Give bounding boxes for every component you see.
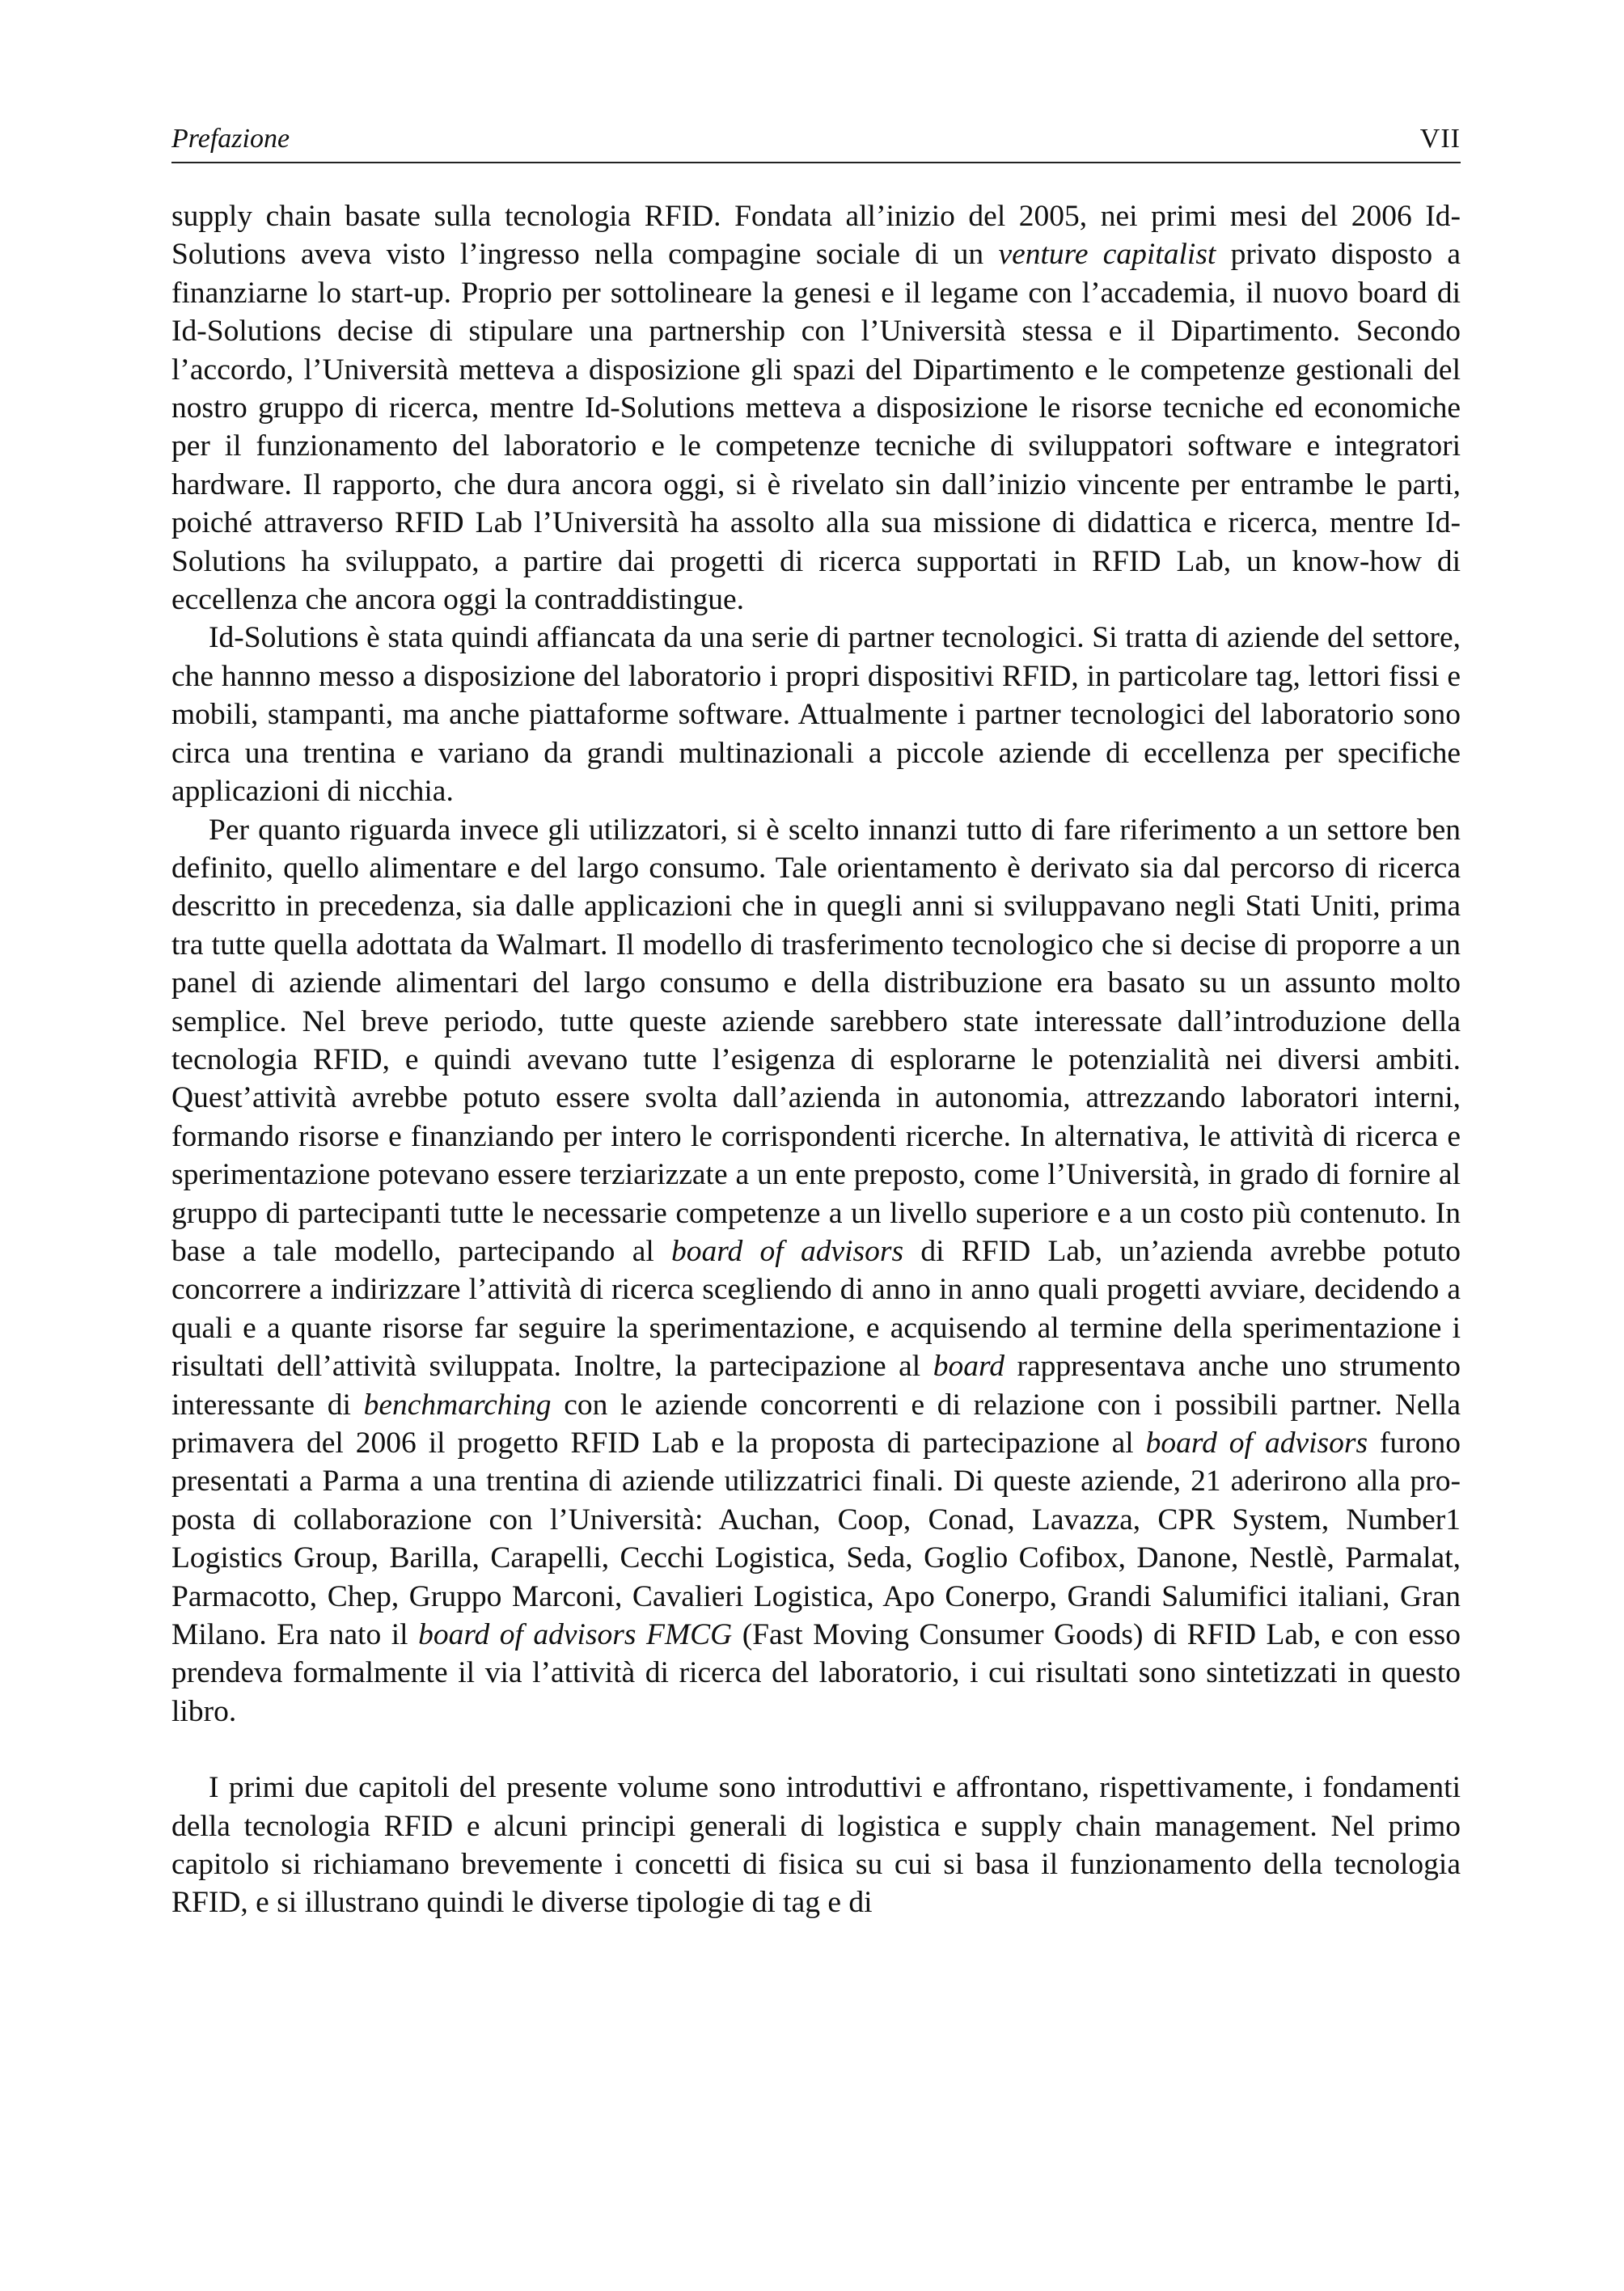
body-text	[171, 197, 1461, 1922]
paragraph-utilizzatori	[171, 811, 1461, 1731]
paragraph-capitoli	[171, 1769, 1461, 1922]
running-head	[171, 121, 1461, 163]
book-page	[171, 121, 1461, 1922]
text-run: di RFID Lab, un’azienda avrebbe potuto concorrere a indirizzare l’attività di ricerca scegliendo di anno in anno quali progetti avviare, decidendo a quali e a quante risorse far seguire la sperimentazione, e acquisendo al termine della sperimentazione i risultati dell’attività sviluppata. Inoltre, la partecipazione al	[171, 1234, 1461, 1384]
paragraph-continued	[171, 197, 1461, 619]
italic-phrase: board of advisors	[671, 1234, 904, 1268]
text-run: con le aziende concorrenti e di relazione con i possibili partner. Nella primavera del 2006 il progetto RFID Lab e la proposta di partecipazione al	[171, 1388, 1461, 1460]
page-number: VII	[1419, 124, 1461, 154]
text-run: supply chain basate sulla tecnologia RFID. Fondata all’inizio del 2005, nei primi mesi del 2006 Id-Solutions aveva visto l’ingresso nella compagine sociale di un	[171, 200, 1461, 272]
italic-phrase: venture capitalist	[998, 238, 1216, 272]
running-head-title: Prefazione	[171, 124, 290, 154]
text-run: privato disposto a finanziarne lo start-up. Proprio per sottolineare la genesi e il legame con l’accademia, il nuovo board di Id-Solutions decise di stipulare una partnership con l’Università stessa e il Dipartimento. Secondo l’accordo, l’Università metteva a disposizione gli spazi del Dipartimento e le competenze gestionali del nostro gruppo di ricerca, mentre Id-Solutions metteva a disposizione le risorse tecniche ed economiche per il funzionamento del laboratorio e le competenze tecniche di sviluppatori software e integratori hardware. Il rapporto, che dura ancora oggi, si è rivelato sin dall’inizio vincente per entrambe le parti, poiché attraverso RFID Lab l’Università ha assolto alla sua missione di didattica e ricerca, mentre Id-Solutions ha sviluppato, a partire dai progetti di ricerca supportati in RFID Lab, un know-how di eccellenza che ancora oggi la contraddistingue.	[171, 238, 1461, 617]
text-run: Per quanto riguarda invece gli utilizzatori, si è scelto innanzi tutto di fare riferimento a un settore ben definito, quello alimentare e del largo consumo. Tale orientamento è derivato sia dal percorso di ricerca descritto in precedenza, sia dalle applicazioni che in quegli anni si sviluppavano negli Stati Uniti, prima tra tutte quella adottata da Walmart. Il modello di trasferimento tecnologico che si decise di proporre a un panel di aziende alimentari del largo consumo e della distribuzione era basato su un assunto molto semplice. Nel breve periodo, tutte queste aziende sarebbero state interessate dall’introduzione della tecnologia RFID, e quindi avevano tutte l’esigenza di esplorarne le potenzialità nei diversi ambiti. Quest’attività avrebbe potuto essere svolta dall’azienda in autonomia, attrezzando laboratori interni, formando risorse e finanziando per intero le corrispondenti ricerche. In alternativa, le attività di ricerca e sperimentazione potevano essere terziarizzate a un ente preposto, come l’Università, in grado di fornire al gruppo di partecipanti tutte le necessarie competenze a un livello superiore e a un costo più contenuto. In base a tale modello, partecipando al	[171, 813, 1461, 1268]
paragraph-partner-tecnologici	[171, 619, 1461, 810]
italic-phrase: board of advisors FMCG	[418, 1618, 733, 1652]
italic-phrase: benchmarching	[363, 1388, 552, 1422]
italic-phrase: board of advisors	[1145, 1427, 1368, 1460]
italic-phrase: board	[933, 1350, 1004, 1384]
text-run: I primi due capitoli del presente volume sono introduttivi e affrontano, rispettivamente, i fondamenti della tecnologia RFID e alcuni principi generali di logistica e supply chain management. Nel primo capitolo si richiamano brevemente i concetti di fisica su cui si basa il funzionamento della tecnologia RFID, e si illustrano quindi le diverse tipologie di tag e di	[171, 1771, 1461, 1920]
text-run: rappresentava anche uno strumento interessante di	[171, 1350, 1461, 1422]
text-run: (Fast Moving Consumer Goods) di RFID Lab, e con esso prendeva formalmente il via l’attività di ricerca del laboratorio, i cui risultati sono sintetizzati in questo libro.	[171, 1618, 1461, 1728]
text-run: furono presentati a Parma a una trentina di aziende utilizzatrici finali. Di queste aziende, 21 aderirono alla proposta di collaborazione con l’Università: Auchan, Coop, Conad, Lavazza, CPR System, Number1 Logistics Group, Barilla, Carapelli, Cecchi Logistica, Seda, Goglio Cofibox, Danone, Nestlè, Parmalat, Parmacotto, Chep, Gruppo Marconi, Cavalieri Logistica, Apo Conerpo, Grandi Salumifici italiani, Gran Milano. Era nato il	[171, 1427, 1461, 1652]
text-run: Id-Solutions è stata quindi affiancata da una serie di partner tecnologici. Si tratta di aziende del settore, che hannno messo a disposizione del laboratorio i propri dispositivi RFID, in particolare tag, lettori fissi e mobili, stampanti, ma anche piattaforme software. Attualmente i partner tecnologici del laboratorio sono circa una trentina e variano da grandi multinazionali a piccole aziende di eccellenza per specifiche applicazioni di nicchia.	[171, 621, 1461, 809]
